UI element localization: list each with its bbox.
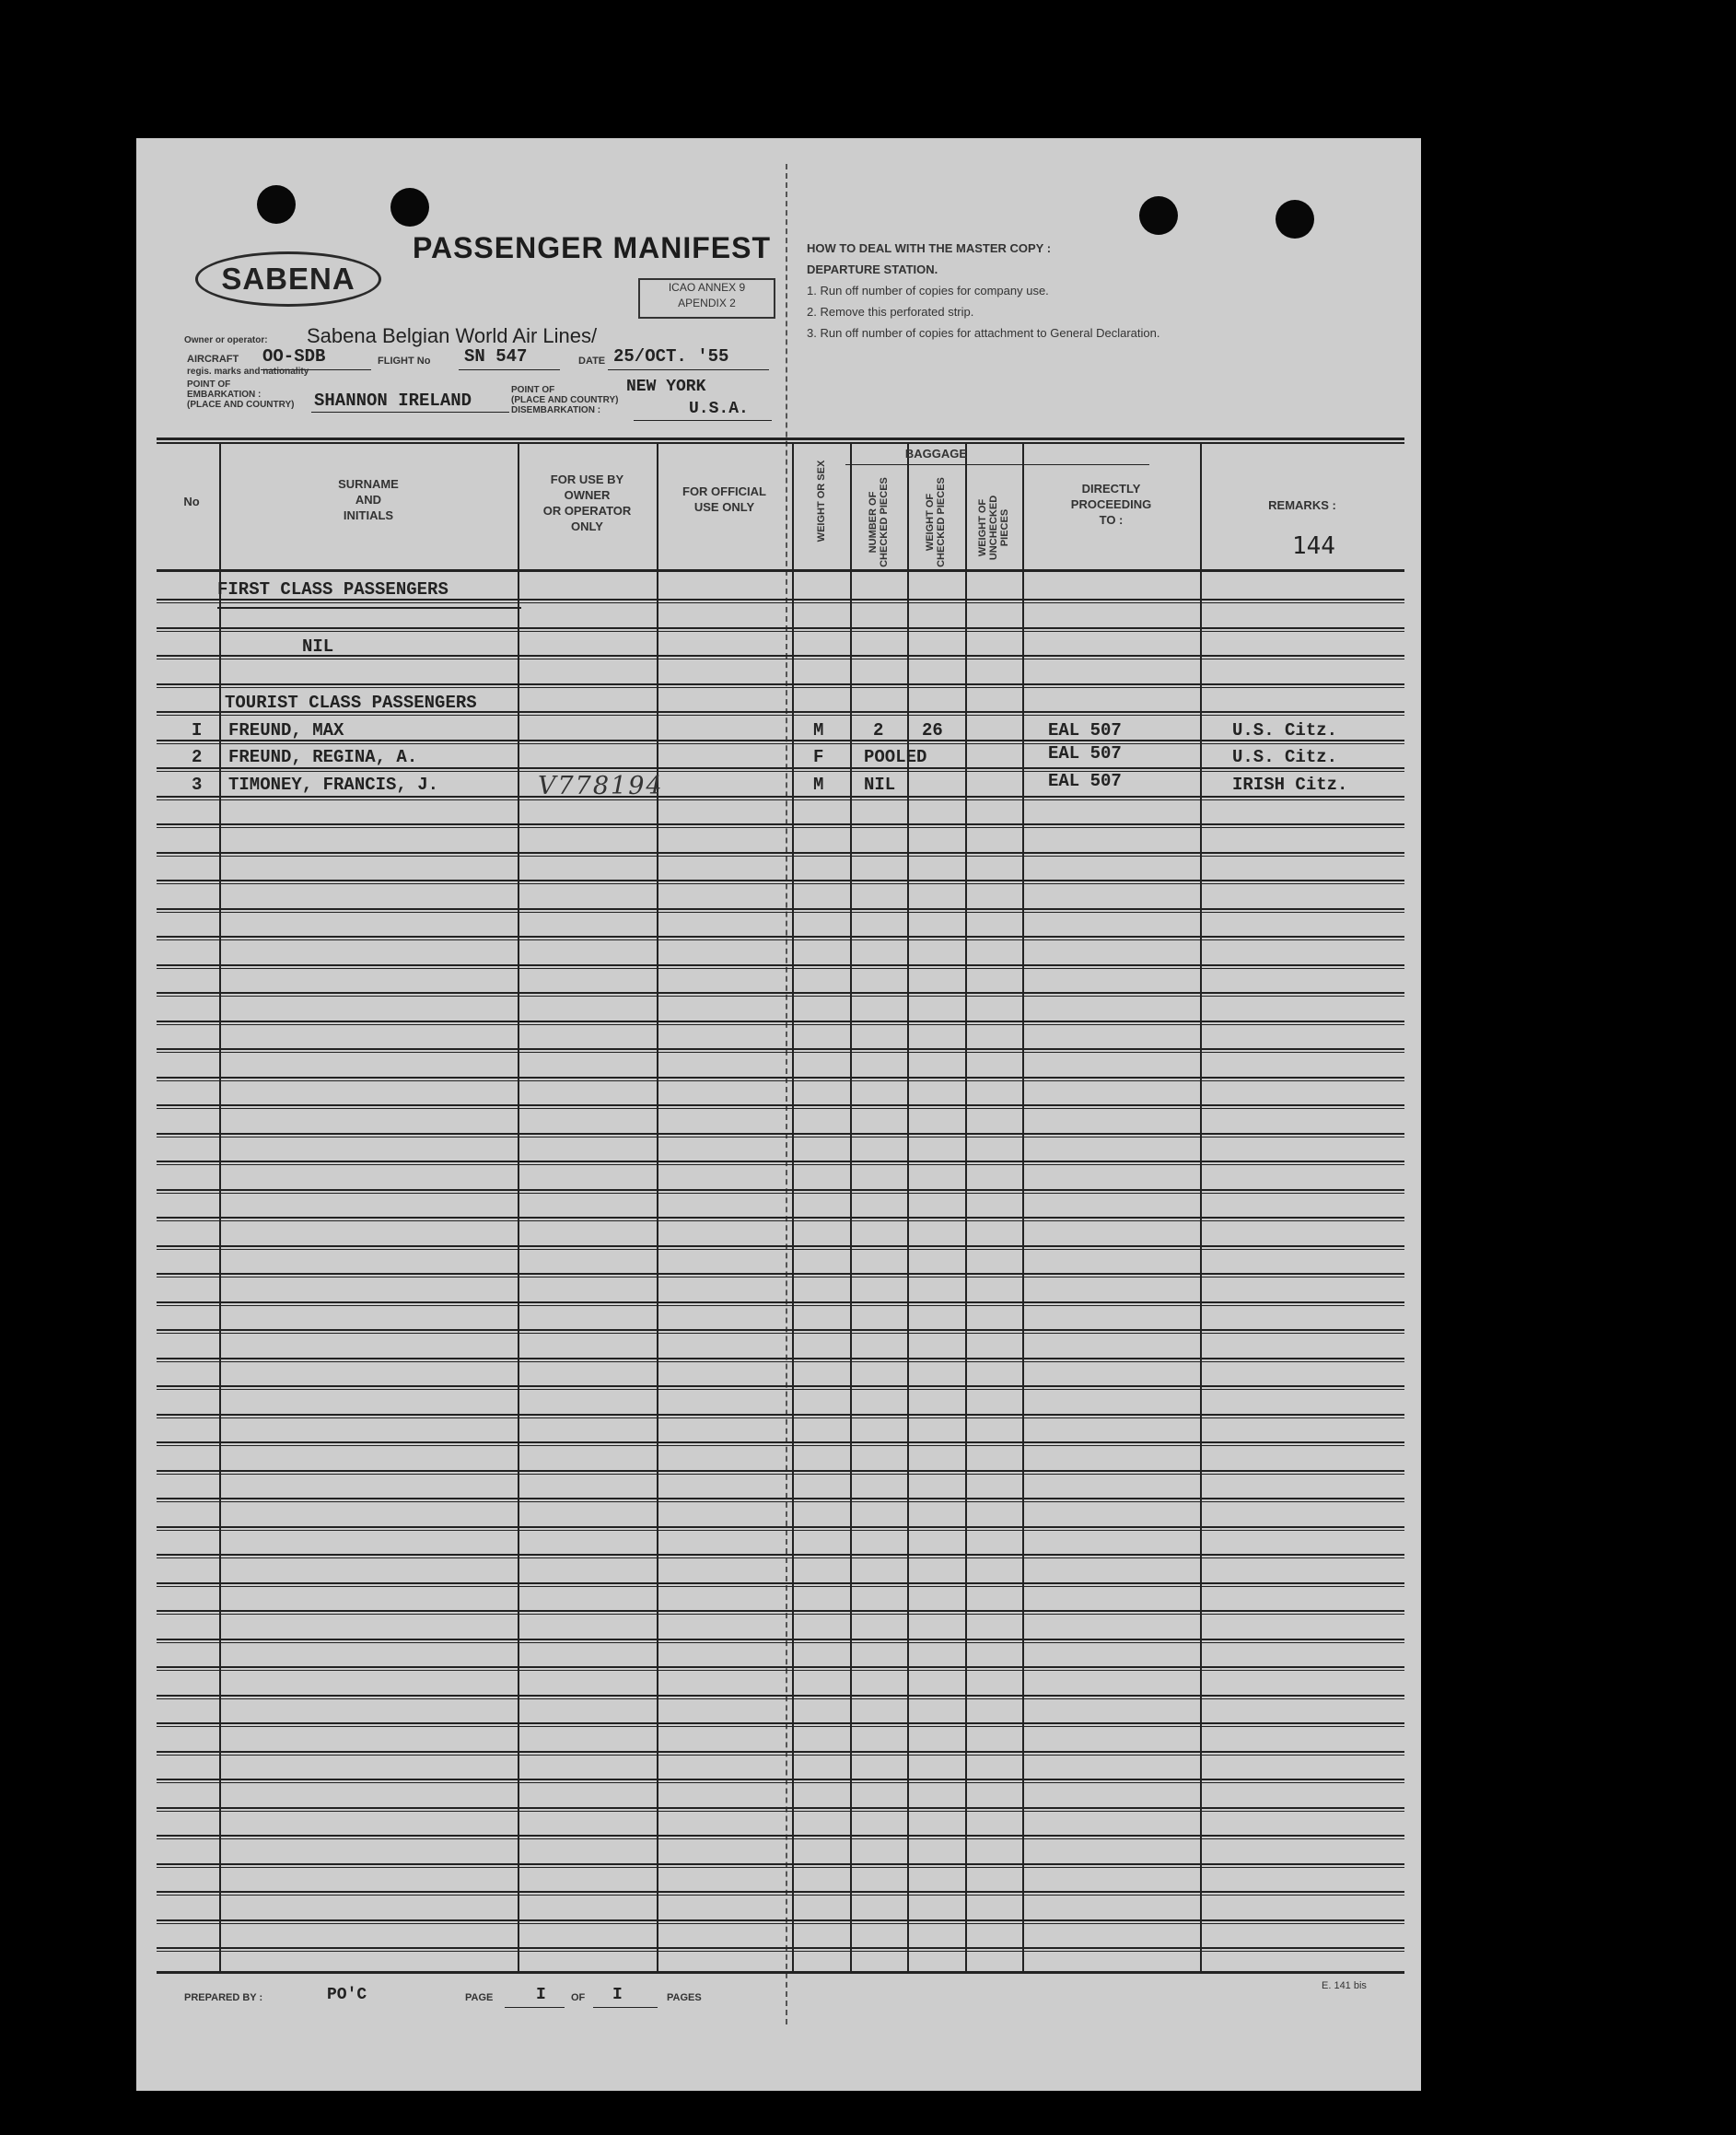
row-rule	[157, 1779, 1404, 1780]
passenger-sex: M	[813, 775, 824, 795]
date-label: DATE	[578, 356, 606, 367]
row-rule	[157, 1614, 1404, 1615]
row-rule	[157, 1133, 1404, 1135]
row-rule	[157, 1024, 1404, 1025]
row-rule	[157, 1722, 1404, 1724]
row-rule	[157, 1695, 1404, 1697]
row-rule	[157, 1923, 1404, 1924]
row-rule	[157, 1782, 1404, 1783]
row-rule	[157, 1755, 1404, 1756]
col-header-baggage: BAGGAGE	[904, 447, 968, 461]
punch-hole-icon	[1276, 200, 1314, 239]
col-header-proceeding: DIRECTLY PROCEEDING TO :	[1070, 482, 1152, 527]
page-value: I	[536, 1986, 546, 2004]
row-rule	[157, 1582, 1404, 1584]
checked-pieces-weight: 26	[922, 720, 943, 741]
row-rule	[157, 683, 1404, 685]
row-rule	[157, 968, 1404, 969]
row-rule	[157, 767, 1404, 769]
aircraft-label: AIRCRAFT	[187, 354, 239, 365]
row-rule	[157, 1245, 1404, 1247]
row-rule	[157, 996, 1404, 997]
row-rule	[157, 743, 1404, 744]
col-header-bag-weight: WEIGHT OF CHECKED PIECES	[925, 477, 947, 567]
row-rule	[157, 1361, 1404, 1362]
row-rule	[157, 1333, 1404, 1334]
col-header-bag-unchecked: WEIGHT OF UNCHECKED PIECES	[977, 495, 1010, 561]
row-rule	[157, 912, 1404, 913]
proceeding-to: EAL 507	[1048, 743, 1122, 764]
row-rule	[157, 1077, 1404, 1079]
row-rule	[157, 1385, 1404, 1387]
punch-hole-icon	[390, 188, 429, 227]
col-header-official: FOR OFFICIAL USE ONLY	[682, 484, 766, 514]
row-rule	[157, 627, 1404, 629]
row-rule	[157, 1835, 1404, 1837]
of-label: OF	[571, 1992, 586, 2003]
row-rule	[157, 1751, 1404, 1753]
row-rule	[157, 1048, 1404, 1050]
row-rule	[157, 1301, 1404, 1303]
row-rule	[157, 1445, 1404, 1446]
row-rule	[157, 964, 1404, 966]
row-rule	[157, 1470, 1404, 1472]
first-class-heading: FIRST CLASS PASSENGERS	[217, 579, 449, 600]
col-header-no: No	[183, 495, 200, 508]
row-rule	[157, 796, 1404, 798]
row-rule	[157, 939, 1404, 940]
row-rule	[157, 1137, 1404, 1138]
proceeding-to: EAL 507	[1048, 771, 1122, 791]
row-rule	[157, 1526, 1404, 1528]
row-rule	[157, 1811, 1404, 1812]
row-rule	[157, 799, 1404, 800]
disembark-value-country: U.S.A.	[689, 400, 749, 418]
embark-value: SHANNON IRELAND	[314, 391, 472, 411]
row-rule	[157, 1021, 1404, 1022]
row-rule	[157, 1052, 1404, 1053]
row-rule	[157, 1193, 1404, 1194]
row-rule	[157, 856, 1404, 857]
pages-label: PAGES	[667, 1992, 702, 2003]
prepared-value: PO'C	[327, 1986, 367, 2004]
proceeding-to: EAL 507	[1048, 720, 1122, 741]
row-rule	[157, 715, 1404, 716]
row-rule	[157, 687, 1404, 688]
punch-hole-icon	[257, 185, 296, 224]
row-rule	[157, 1161, 1404, 1162]
row-rule	[157, 1610, 1404, 1612]
row-rule	[157, 1358, 1404, 1359]
row-rule	[157, 771, 1404, 772]
owner-label: Owner or operator:	[184, 335, 268, 345]
row-rule	[157, 1249, 1404, 1250]
row-rule	[157, 1726, 1404, 1727]
row-rule	[157, 1807, 1404, 1809]
col-header-bag-number: NUMBER OF CHECKED PIECES	[868, 477, 890, 567]
row-rule	[157, 1414, 1404, 1416]
remarks-number: 144	[1292, 532, 1335, 560]
passenger-no: I	[192, 720, 203, 741]
row-rule	[157, 1474, 1404, 1475]
flight-value: SN 547	[464, 346, 528, 367]
row-rule	[157, 908, 1404, 910]
passenger-name: TIMONEY, FRANCIS, J.	[228, 775, 439, 795]
row-rule	[157, 1867, 1404, 1868]
col-header-surname: SURNAME AND INITIALS	[338, 477, 399, 522]
page-label: PAGE	[465, 1992, 494, 2003]
passenger-sex: M	[813, 720, 824, 741]
row-rule	[157, 1919, 1404, 1921]
row-rule	[157, 880, 1404, 881]
row-rule	[157, 1329, 1404, 1331]
row-rule	[157, 1498, 1404, 1499]
row-rule	[157, 602, 1404, 603]
row-rule	[157, 1389, 1404, 1390]
row-rule	[157, 1220, 1404, 1221]
instructions-block	[807, 238, 1159, 344]
row-rule	[157, 1108, 1404, 1109]
row-rule	[157, 1217, 1404, 1219]
row-rule	[157, 655, 1404, 657]
row-rule	[157, 852, 1404, 854]
row-rule	[157, 1642, 1404, 1643]
row-rule	[157, 1277, 1404, 1278]
col-header-owner: FOR USE BY OWNER OR OPERATOR ONLY	[542, 472, 632, 533]
row-rule	[157, 1189, 1404, 1191]
row-rule	[157, 992, 1404, 994]
row-rule	[157, 1670, 1404, 1671]
row-rule	[157, 1951, 1404, 1952]
passenger-no: 2	[192, 747, 203, 767]
instruction-item: 2. Remove this perforated strip.	[807, 305, 974, 319]
official-handwritten: V778194	[538, 772, 664, 800]
checked-pieces-number: NIL	[864, 775, 896, 795]
row-rule	[157, 1441, 1404, 1443]
passenger-name: FREUND, REGINA, A.	[228, 747, 418, 767]
sabena-logo: SABENA	[195, 251, 381, 307]
row-rule	[157, 1838, 1404, 1839]
passenger-remarks: IRISH Citz.	[1232, 775, 1348, 795]
row-rule	[157, 1698, 1404, 1699]
row-rule	[157, 1164, 1404, 1165]
row-rule	[157, 936, 1404, 938]
punch-hole-icon	[1139, 196, 1178, 235]
row-rule	[157, 1639, 1404, 1640]
col-header-sex: WEIGHT OR SEX	[816, 460, 827, 542]
row-rule	[157, 1947, 1404, 1949]
passenger-remarks: U.S. Citz.	[1232, 747, 1338, 767]
row-rule	[157, 1104, 1404, 1106]
row-rule	[157, 1666, 1404, 1668]
passenger-remarks: U.S. Citz.	[1232, 720, 1338, 741]
row-rule	[157, 1554, 1404, 1556]
row-rule	[157, 883, 1404, 884]
page-title: PASSENGER MANIFEST	[413, 231, 771, 264]
checked-pieces-number: POOLED	[864, 747, 927, 767]
row-rule	[157, 1080, 1404, 1081]
col-header-remarks: REMARKS :	[1268, 498, 1336, 512]
instruction-item: 3. Run off number of copies for attachment to General Declaration.	[807, 326, 1160, 340]
row-rule	[157, 1530, 1404, 1531]
row-rule	[157, 631, 1404, 632]
aircraft-value: OO-SDB	[262, 346, 326, 367]
date-value: 25/OCT. '55	[613, 346, 729, 367]
row-rule	[157, 1891, 1404, 1893]
form-code: E. 141 bis	[1322, 1980, 1367, 1991]
passenger-no: 3	[192, 775, 203, 795]
first-class-nil: NIL	[302, 636, 334, 657]
row-rule	[157, 1305, 1404, 1306]
tourist-class-heading: TOURIST CLASS PASSENGERS	[225, 693, 477, 713]
row-rule	[157, 1586, 1404, 1587]
regis-label: regis. marks and nationality	[187, 367, 309, 377]
row-rule	[157, 1501, 1404, 1502]
flight-label: FLIGHT No	[378, 356, 431, 367]
checked-pieces-number: 2	[873, 720, 884, 741]
row-rule	[157, 1273, 1404, 1275]
manifest-sheet	[136, 138, 1421, 2091]
disembark-value-city: NEW YORK	[626, 378, 706, 396]
owner-value: Sabena Belgian World Air Lines/	[307, 324, 598, 347]
row-rule	[157, 823, 1404, 825]
passenger-name: FREUND, MAX	[228, 720, 344, 741]
row-rule	[157, 1895, 1404, 1896]
instructions-title: HOW TO DEAL WITH THE MASTER COPY :	[807, 241, 1052, 255]
embark-label: POINT OF EMBARKATION : (PLACE AND COUNTRY)	[187, 379, 295, 410]
passenger-sex: F	[813, 747, 824, 767]
prepared-label: PREPARED BY :	[184, 1992, 263, 2003]
icao-box: ICAO ANNEX 9 APENDIX 2	[638, 278, 775, 319]
disembark-label: POINT OF (PLACE AND COUNTRY) DISEMBARKATION :	[511, 385, 619, 415]
instructions-subtitle: DEPARTURE STATION.	[807, 262, 938, 276]
row-rule	[157, 827, 1404, 828]
of-value: I	[612, 1986, 623, 2004]
row-rule	[157, 1863, 1404, 1865]
instruction-item: 1. Run off number of copies for company use.	[807, 284, 1049, 298]
